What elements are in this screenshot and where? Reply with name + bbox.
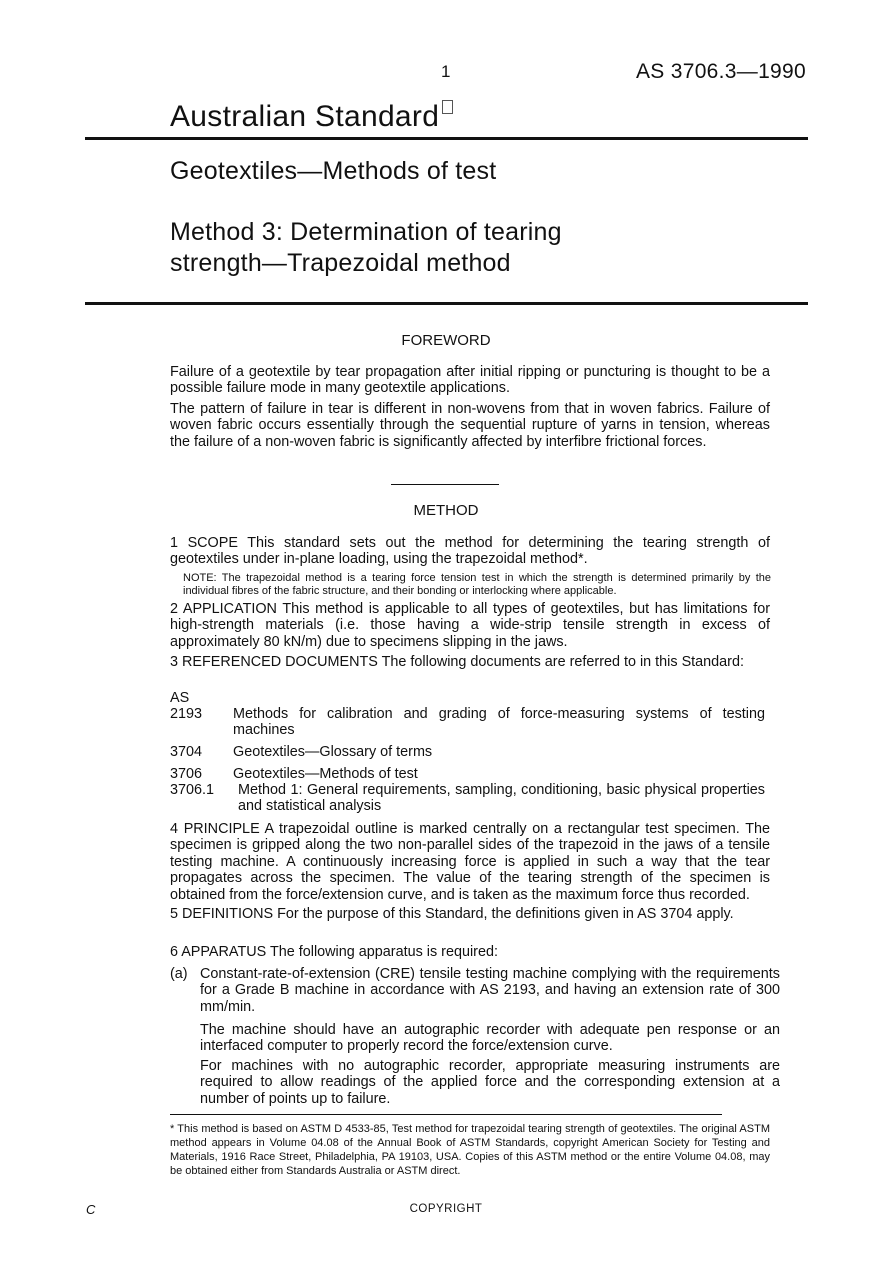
footnote: * This method is based on ASTM D 4533-85, Test method for trapezoidal tearing strength of geotextiles. The original ASTM method appears in Volume 04.08 of the Annual Book of ASTM Standards, copyright American Society for Testing and Materials, 1916 Race Street, Philadelphia, PA 19103, USA. Copies of this ASTM method or the entire Volume 04.08, may be obtained either from Standards Australia or ASTM direct. [170, 1123, 770, 1177]
title-rule-top [85, 137, 808, 140]
referenced-documents-clause: 3 REFERENCED DOCUMENTS The following documents are referred to in this Standard: [170, 654, 744, 670]
scope-clause: 1 SCOPE This standard sets out the method for determining the tearing strength of geotextiles under in-plane loading, using the trapezoidal method*. [170, 535, 770, 568]
item-label: (a) [170, 966, 188, 982]
reference-title: Geotextiles—Glossary of terms [233, 744, 433, 760]
reference-number: 3706 [170, 766, 203, 782]
reference-3706-1 [170, 782, 770, 816]
apparatus-item-a-paragraph-3: For machines with no autographic recorder, appropriate measuring instruments are required to allow readings of the applied force and the corresponding extension at a number of points up to failure. [200, 1058, 780, 1107]
title-rule-bottom [85, 302, 808, 305]
apparatus-clause: 6 APPARATUS The following apparatus is required: [170, 944, 498, 960]
reference-number: 3704 [170, 744, 203, 760]
main-title [170, 100, 453, 134]
registered-mark-icon [442, 100, 453, 114]
method-title-line-2: strength—Trapezoidal method [170, 249, 511, 277]
reference-title: Methods for calibration and grading of force-measuring systems of testing machines [233, 706, 765, 739]
copyright-footer: COPYRIGHT [409, 1203, 483, 1215]
foreword-heading: FOREWORD [401, 332, 491, 349]
method-title [170, 217, 690, 279]
reference-title: Method 1: General requirements, sampling, conditioning, basic physical properties and statistical analysis [238, 782, 765, 815]
method-heading: METHOD [413, 502, 479, 519]
document-id: AS 3706.3—1990 [636, 60, 806, 83]
principle-clause: 4 PRINCIPLE A trapezoidal outline is marked centrally on a rectangular test specimen. The specimen is gripped along the two non-parallel sides of the trapezoid in the jaws of a tensile testing machine. A continuously increasing force is applied in such a way that the tear propagates across the specimen. The value of the tearing strength of the specimen is obtained from the force/extension curve, and is taken as the maximum force thus recorded. [170, 821, 770, 903]
reference-number: 3706.1 [170, 782, 215, 798]
reference-as-label: AS [170, 690, 190, 706]
apparatus-item-a [170, 966, 780, 1026]
reference-title: Geotextiles—Methods of test [233, 766, 418, 782]
section-divider [391, 484, 499, 485]
apparatus-item-a-paragraph-2: The machine should have an autographic recorder with adequate pen response or an interfaced computer to properly record the force/extension curve. [200, 1022, 780, 1055]
subtitle: Geotextiles—Methods of test [170, 157, 497, 185]
main-title-text: Australian Standard [170, 100, 440, 133]
item-text: Constant-rate-of-extension (CRE) tensile testing machine complying with the requirements for a Grade B machine in accordance with AS 2193, and having an extension rate of 300 mm/min. [200, 966, 780, 1015]
footnote-rule [170, 1114, 722, 1115]
foreword-paragraph-2: The pattern of failure in tear is different in non-wovens from that in woven fabrics. Failure of woven fabric occurs essentially through the sequential rupture of yarns in tension, whereas the failure of a non-woven fabric is significantly affected by interfibre frictional forces. [170, 401, 770, 450]
page-number: 1 [441, 62, 451, 81]
application-clause: 2 APPLICATION This method is applicable to all types of geotextiles, but has limitations for high-strength materials (i.e. those having a wide-strip tensile strength in excess of approximately 80 kN/m) due to specimens slipping in the jaws. [170, 601, 770, 650]
foreword-paragraph-1: Failure of a geotextile by tear propagation after initial ripping or puncturing is thought to be a possible failure mode in many geotextile applications. [170, 364, 770, 397]
method-title-line-1: Method 3: Determination of tearing [170, 218, 562, 246]
reference-2193 [170, 706, 770, 740]
definitions-clause: 5 DEFINITIONS For the purpose of this Standard, the definitions given in AS 3704 apply. [170, 906, 734, 922]
corner-mark: C [86, 1202, 96, 1217]
reference-number: 2193 [170, 706, 203, 722]
scope-note: NOTE: The trapezoidal method is a tearing force tension test in which the strength is determined primarily by the individual fibres of the fabric structure, and their bonding or interlocking where applicable. [183, 572, 771, 597]
